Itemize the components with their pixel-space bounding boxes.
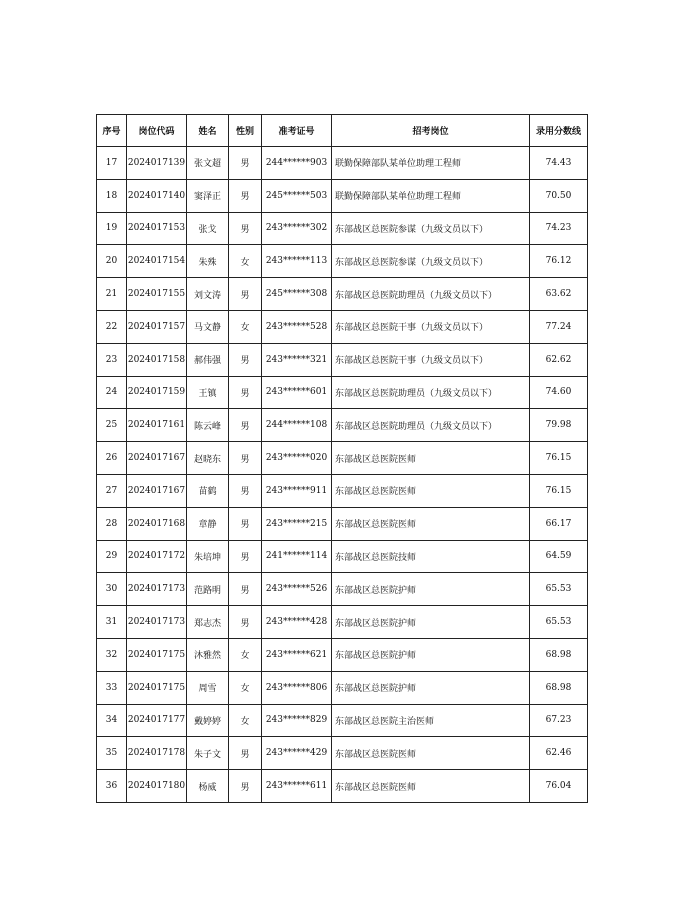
cell-gender: 男 — [229, 737, 262, 770]
cell-ticket: 243******911 — [262, 474, 332, 507]
cell-code: 2024017155 — [127, 278, 187, 311]
cell-score: 67.23 — [530, 704, 588, 737]
cell-score: 62.46 — [530, 737, 588, 770]
cell-position: 东部战区总医院参谋（九级文员以下） — [332, 212, 530, 245]
table-row — [97, 147, 588, 180]
cell-gender: 女 — [229, 310, 262, 343]
cell-seq: 21 — [97, 278, 127, 311]
cell-gender: 男 — [229, 474, 262, 507]
cell-score: 76.15 — [530, 474, 588, 507]
table-row — [97, 540, 588, 573]
cell-ticket: 243******113 — [262, 245, 332, 278]
cell-gender: 男 — [229, 573, 262, 606]
table-row — [97, 376, 588, 409]
cell-name: 张戈 — [187, 212, 229, 245]
cell-gender: 女 — [229, 245, 262, 278]
header-name: 姓名 — [187, 115, 229, 147]
cell-name: 郝伟强 — [187, 343, 229, 376]
cell-score: 76.12 — [530, 245, 588, 278]
cell-code: 2024017153 — [127, 212, 187, 245]
cell-position: 东部战区总医院护师 — [332, 573, 530, 606]
cell-name: 马文静 — [187, 310, 229, 343]
cell-code: 2024017180 — [127, 770, 187, 803]
cell-position: 东部战区总医院医师 — [332, 442, 530, 475]
cell-gender: 男 — [229, 376, 262, 409]
cell-name: 周雪 — [187, 671, 229, 704]
cell-ticket: 243******429 — [262, 737, 332, 770]
table-row — [97, 343, 588, 376]
cell-score: 65.53 — [530, 573, 588, 606]
cell-position: 东部战区总医院干事（九级文员以下） — [332, 310, 530, 343]
cell-position: 东部战区总医院医师 — [332, 770, 530, 803]
cell-name: 张文超 — [187, 147, 229, 180]
table-row — [97, 671, 588, 704]
table-row — [97, 507, 588, 540]
cell-name: 杨威 — [187, 770, 229, 803]
cell-name: 章静 — [187, 507, 229, 540]
cell-seq: 17 — [97, 147, 127, 180]
cell-score: 68.98 — [530, 671, 588, 704]
cell-gender: 男 — [229, 343, 262, 376]
cell-seq: 27 — [97, 474, 127, 507]
cell-code: 2024017178 — [127, 737, 187, 770]
cell-position: 东部战区总医院技师 — [332, 540, 530, 573]
cell-score: 74.23 — [530, 212, 588, 245]
cell-code: 2024017158 — [127, 343, 187, 376]
cell-code: 2024017172 — [127, 540, 187, 573]
cell-seq: 32 — [97, 638, 127, 671]
cell-seq: 26 — [97, 442, 127, 475]
cell-gender: 男 — [229, 540, 262, 573]
cell-seq: 28 — [97, 507, 127, 540]
cell-gender: 男 — [229, 409, 262, 442]
cell-position: 东部战区总医院护师 — [332, 638, 530, 671]
cell-name: 沐雅然 — [187, 638, 229, 671]
table-row — [97, 245, 588, 278]
cell-position: 东部战区总医院医师 — [332, 507, 530, 540]
cell-name: 窦泽正 — [187, 179, 229, 212]
cell-position: 联勤保障部队某单位助理工程师 — [332, 147, 530, 180]
cell-ticket: 243******806 — [262, 671, 332, 704]
cell-code: 2024017167 — [127, 442, 187, 475]
cell-ticket: 245******503 — [262, 179, 332, 212]
header-gender: 性别 — [229, 115, 262, 147]
cell-gender: 女 — [229, 671, 262, 704]
cell-code: 2024017154 — [127, 245, 187, 278]
table-row — [97, 606, 588, 639]
cell-name: 朱培坤 — [187, 540, 229, 573]
cell-score: 74.43 — [530, 147, 588, 180]
cell-gender: 女 — [229, 704, 262, 737]
cell-seq: 24 — [97, 376, 127, 409]
table-header-row — [97, 115, 588, 147]
header-seq: 序号 — [97, 115, 127, 147]
header-position: 招考岗位 — [332, 115, 530, 147]
table-row — [97, 278, 588, 311]
cell-ticket: 243******302 — [262, 212, 332, 245]
cell-name: 朱子文 — [187, 737, 229, 770]
cell-code: 2024017168 — [127, 507, 187, 540]
cell-position: 东部战区总医院参谋（九级文员以下） — [332, 245, 530, 278]
cell-seq: 25 — [97, 409, 127, 442]
cell-position: 东部战区总医院护师 — [332, 606, 530, 639]
cell-name: 范路明 — [187, 573, 229, 606]
cell-seq: 31 — [97, 606, 127, 639]
cell-gender: 男 — [229, 442, 262, 475]
cell-score: 79.98 — [530, 409, 588, 442]
cell-ticket: 243******611 — [262, 770, 332, 803]
table-row — [97, 409, 588, 442]
cell-seq: 19 — [97, 212, 127, 245]
header-score: 录用分数线 — [530, 115, 588, 147]
cell-seq: 36 — [97, 770, 127, 803]
header-code: 岗位代码 — [127, 115, 187, 147]
cell-name: 王镇 — [187, 376, 229, 409]
table-row — [97, 704, 588, 737]
cell-gender: 女 — [229, 638, 262, 671]
cell-seq: 33 — [97, 671, 127, 704]
cell-code: 2024017173 — [127, 606, 187, 639]
cell-ticket: 245******308 — [262, 278, 332, 311]
table-row — [97, 770, 588, 803]
header-ticket: 准考证号 — [262, 115, 332, 147]
cell-gender: 男 — [229, 606, 262, 639]
cell-code: 2024017161 — [127, 409, 187, 442]
cell-ticket: 243******428 — [262, 606, 332, 639]
cell-code: 2024017167 — [127, 474, 187, 507]
cell-position: 东部战区总医院助理员（九级文员以下） — [332, 278, 530, 311]
cell-code: 2024017177 — [127, 704, 187, 737]
cell-seq: 29 — [97, 540, 127, 573]
cell-code: 2024017159 — [127, 376, 187, 409]
table-row — [97, 310, 588, 343]
cell-position: 联勤保障部队某单位助理工程师 — [332, 179, 530, 212]
cell-seq: 20 — [97, 245, 127, 278]
table-row — [97, 638, 588, 671]
cell-score: 76.04 — [530, 770, 588, 803]
cell-position: 东部战区总医院医师 — [332, 737, 530, 770]
cell-name: 赵晓东 — [187, 442, 229, 475]
cell-score: 74.60 — [530, 376, 588, 409]
cell-seq: 35 — [97, 737, 127, 770]
cell-ticket: 244******903 — [262, 147, 332, 180]
cell-seq: 18 — [97, 179, 127, 212]
cell-gender: 男 — [229, 507, 262, 540]
cell-name: 刘文涛 — [187, 278, 229, 311]
table-row — [97, 212, 588, 245]
cell-ticket: 243******020 — [262, 442, 332, 475]
cell-code: 2024017173 — [127, 573, 187, 606]
cell-seq: 23 — [97, 343, 127, 376]
table-row — [97, 179, 588, 212]
cell-ticket: 243******215 — [262, 507, 332, 540]
cell-seq: 34 — [97, 704, 127, 737]
cell-ticket: 243******601 — [262, 376, 332, 409]
cell-code: 2024017139 — [127, 147, 187, 180]
cell-score: 70.50 — [530, 179, 588, 212]
admission-score-table — [96, 114, 588, 803]
cell-score: 66.17 — [530, 507, 588, 540]
cell-seq: 22 — [97, 310, 127, 343]
cell-ticket: 243******829 — [262, 704, 332, 737]
cell-score: 63.62 — [530, 278, 588, 311]
cell-position: 东部战区总医院医师 — [332, 474, 530, 507]
cell-position: 东部战区总医院干事（九级文员以下） — [332, 343, 530, 376]
cell-position: 东部战区总医院助理员（九级文员以下） — [332, 409, 530, 442]
table-row — [97, 474, 588, 507]
cell-position: 东部战区总医院护师 — [332, 671, 530, 704]
cell-ticket: 243******526 — [262, 573, 332, 606]
cell-seq: 30 — [97, 573, 127, 606]
cell-code: 2024017157 — [127, 310, 187, 343]
table-row — [97, 573, 588, 606]
cell-score: 65.53 — [530, 606, 588, 639]
cell-ticket: 243******621 — [262, 638, 332, 671]
cell-score: 76.15 — [530, 442, 588, 475]
cell-name: 郑志杰 — [187, 606, 229, 639]
cell-score: 64.59 — [530, 540, 588, 573]
cell-code: 2024017140 — [127, 179, 187, 212]
cell-score: 68.98 — [530, 638, 588, 671]
cell-code: 2024017175 — [127, 638, 187, 671]
cell-gender: 男 — [229, 212, 262, 245]
cell-gender: 男 — [229, 278, 262, 311]
cell-name: 朱殊 — [187, 245, 229, 278]
cell-code: 2024017175 — [127, 671, 187, 704]
cell-score: 62.62 — [530, 343, 588, 376]
cell-gender: 男 — [229, 770, 262, 803]
table-row — [97, 442, 588, 475]
table-row — [97, 737, 588, 770]
cell-name: 陈云峰 — [187, 409, 229, 442]
cell-ticket: 241******114 — [262, 540, 332, 573]
cell-position: 东部战区总医院主治医师 — [332, 704, 530, 737]
cell-ticket: 243******528 — [262, 310, 332, 343]
cell-position: 东部战区总医院助理员（九级文员以下） — [332, 376, 530, 409]
cell-name: 戴婷婷 — [187, 704, 229, 737]
cell-ticket: 244******108 — [262, 409, 332, 442]
cell-name: 苗鹤 — [187, 474, 229, 507]
cell-gender: 男 — [229, 179, 262, 212]
cell-gender: 男 — [229, 147, 262, 180]
cell-score: 77.24 — [530, 310, 588, 343]
cell-ticket: 243******321 — [262, 343, 332, 376]
